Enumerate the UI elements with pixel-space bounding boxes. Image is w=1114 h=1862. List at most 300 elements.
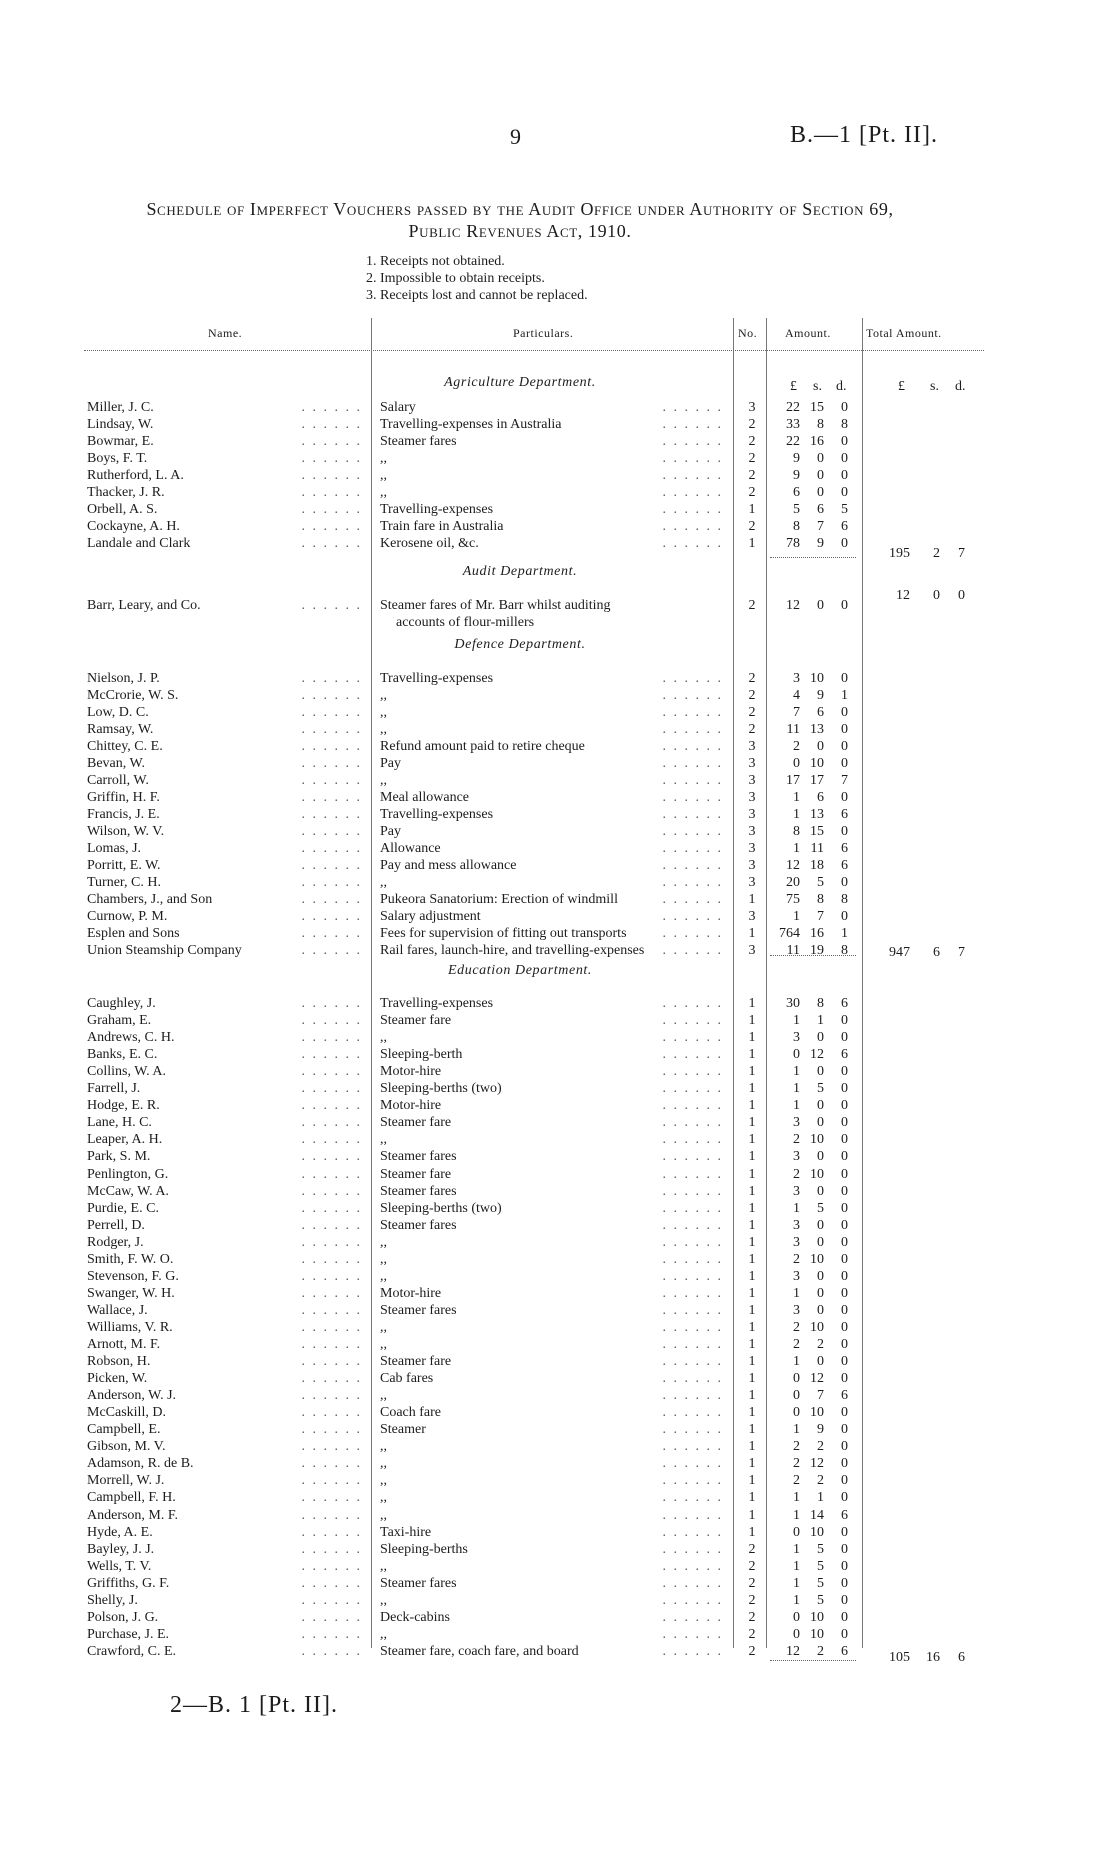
voucher-no: 1: [748, 1047, 756, 1063]
leader-dots: . . . . . .: [301, 1030, 362, 1046]
department-heading: Audit Department.: [462, 564, 578, 579]
leader-dots: . . . . . .: [662, 1200, 723, 1216]
payee-name: Nielson, J. P.: [87, 671, 160, 686]
table-row: [0, 1268, 1000, 1285]
leader-dots: . . . . . .: [662, 1098, 723, 1114]
amount-pounds: 12: [786, 1643, 800, 1659]
table-row: [0, 1285, 1000, 1302]
total-unit-pence: d.: [955, 379, 966, 394]
payee-name: Caughley, J.: [87, 996, 156, 1011]
voucher-no: 1: [748, 536, 756, 551]
leader-dots: . . . . . .: [662, 841, 723, 856]
amount-pounds: 1: [793, 1422, 800, 1438]
payee-name: Barr, Leary, and Co.: [87, 598, 201, 613]
amount-pounds: 0: [793, 1388, 800, 1404]
voucher-no: 1: [748, 1456, 756, 1472]
leader-dots: . . . . . .: [662, 1234, 723, 1250]
table-row: [0, 1046, 1000, 1063]
table-row: [0, 1131, 1000, 1148]
leader-dots: . . . . . .: [301, 1592, 362, 1608]
amount-shillings: 10: [810, 1251, 824, 1267]
payee-name: Shelly, J.: [87, 1592, 138, 1608]
voucher-no: 2: [748, 417, 756, 432]
table-row: [0, 433, 1000, 450]
voucher-no: 1: [748, 1337, 756, 1352]
amount-shillings: 5: [817, 1558, 824, 1574]
particulars: ,,: [380, 1131, 391, 1148]
subtotal-rule: [770, 1660, 856, 1661]
table-row: [0, 1353, 1000, 1370]
table-row: [0, 1166, 1000, 1183]
amount-shillings: 5: [817, 1541, 824, 1557]
amount-shillings: 1: [817, 1490, 824, 1506]
amount-pounds: 1: [793, 1575, 800, 1591]
particulars: Steamer: [380, 1421, 430, 1438]
amount-pence: 0: [841, 1149, 848, 1165]
particulars: ,,: [380, 1455, 391, 1472]
payee-name: McCrorie, W. S.: [87, 688, 179, 703]
particulars: Travelling-expenses: [380, 995, 497, 1012]
particulars-continued: accounts of flour-millers: [396, 614, 538, 631]
amount-pounds: 2: [793, 1439, 800, 1455]
leader-dots: . . . . . .: [662, 807, 723, 822]
amount-shillings: 12: [810, 1456, 824, 1472]
payee-name: Campbell, F. H.: [87, 1490, 176, 1506]
voucher-no: 1: [748, 1473, 756, 1489]
table-row: [0, 857, 1000, 874]
header-rule: [84, 350, 984, 351]
amount-pounds: 3: [793, 1217, 800, 1233]
leader-dots: . . . . . .: [662, 1456, 723, 1472]
particulars: ,,: [380, 1268, 391, 1285]
amount-pounds: 2: [793, 1319, 800, 1335]
voucher-no: 2: [748, 1558, 756, 1574]
amount-pence: 0: [841, 1268, 848, 1284]
payee-name: Anderson, M. F.: [87, 1507, 179, 1523]
leader-dots: . . . . . .: [662, 417, 723, 432]
leader-dots: . . . . . .: [301, 1081, 362, 1097]
leader-dots: . . . . . .: [301, 1098, 362, 1114]
table-row: [0, 806, 1000, 823]
leader-dots: . . . . . .: [301, 1643, 362, 1659]
table-row: [0, 891, 1000, 908]
total-pounds: 947: [889, 945, 910, 960]
amount-shillings: 0: [817, 1030, 824, 1046]
particulars: Travelling-expenses: [380, 806, 497, 823]
amount-shillings: 2: [817, 1473, 824, 1489]
amount-pence: 0: [841, 1251, 848, 1267]
amount-pounds: 12: [786, 598, 800, 613]
amount-pounds: 8: [793, 824, 800, 839]
amount-pounds: 1: [793, 807, 800, 822]
leader-dots: . . . . . .: [301, 688, 362, 703]
leader-dots: . . . . . .: [662, 1558, 723, 1574]
voucher-no: 1: [748, 1371, 756, 1387]
table-row: [0, 1575, 1000, 1592]
leader-dots: . . . . . .: [662, 1592, 723, 1608]
amount-pence: 0: [841, 1285, 848, 1301]
leader-dots: . . . . . .: [662, 1319, 723, 1335]
particulars: ,,: [380, 1626, 391, 1643]
amount-pence: 0: [841, 875, 848, 890]
leader-dots: . . . . . .: [301, 536, 362, 551]
leader-dots: . . . . . .: [662, 1354, 723, 1370]
amount-pence: 0: [841, 1405, 848, 1421]
particulars: Refund amount paid to retire cheque: [380, 738, 589, 755]
amount-pence: 0: [841, 536, 848, 551]
voucher-no: 2: [748, 1575, 756, 1591]
total-unit-shilling: s.: [930, 379, 939, 394]
amount-shillings: 2: [817, 1337, 824, 1352]
table-row: [0, 1183, 1000, 1200]
voucher-no: 1: [748, 1524, 756, 1540]
amount-pence: 1: [841, 926, 848, 941]
voucher-no: 1: [748, 1285, 756, 1301]
leader-dots: . . . . . .: [662, 909, 723, 924]
leader-dots: . . . . . .: [301, 1217, 362, 1233]
amount-pounds: 11: [786, 943, 800, 958]
amount-pence: 0: [841, 598, 848, 613]
leader-dots: . . . . . .: [301, 790, 362, 805]
amount-pence: 8: [841, 943, 848, 958]
voucher-no: 1: [748, 1319, 756, 1335]
receipt-legend: [366, 253, 588, 304]
department-heading: Defence Department.: [454, 637, 586, 652]
leader-dots: . . . . . .: [301, 434, 362, 449]
total-pounds: 195: [889, 546, 910, 561]
particulars: Sleeping-berths (two): [380, 1200, 506, 1217]
table-row: [0, 1148, 1000, 1165]
amount-pence: 0: [841, 1626, 848, 1642]
amount-pence: 0: [841, 1030, 848, 1046]
voucher-no: 2: [748, 705, 756, 720]
amount-shillings: 0: [817, 1064, 824, 1080]
table-row: [0, 1489, 1000, 1506]
leader-dots: . . . . . .: [662, 485, 723, 500]
table-row: [0, 721, 1000, 738]
particulars: Motor-hire: [380, 1285, 445, 1302]
amount-shillings: 10: [810, 1132, 824, 1148]
amount-shillings: 0: [817, 1285, 824, 1301]
amount-pence: 0: [841, 434, 848, 449]
leader-dots: . . . . . .: [301, 1166, 362, 1182]
leader-dots: . . . . . .: [301, 996, 362, 1011]
legend-item: 2. Impossible to obtain receipts.: [366, 271, 545, 286]
page-number: 9: [510, 124, 521, 149]
leader-dots: . . . . . .: [301, 807, 362, 822]
amount-pence: 0: [841, 1439, 848, 1455]
voucher-no: 1: [748, 1405, 756, 1421]
voucher-no: 1: [748, 1422, 756, 1438]
amount-pounds: 2: [793, 1473, 800, 1489]
total-pence: 0: [958, 588, 965, 603]
amount-pence: 0: [841, 1371, 848, 1387]
amount-pounds: 0: [793, 1047, 800, 1063]
table-row: [0, 1404, 1000, 1421]
table-row: [0, 1080, 1000, 1097]
amount-pence: 6: [841, 858, 848, 873]
leader-dots: . . . . . .: [301, 1047, 362, 1063]
table-row: [0, 925, 1000, 942]
leader-dots: . . . . . .: [301, 1626, 362, 1642]
amount-shillings: 0: [817, 468, 824, 483]
leader-dots: . . . . . .: [662, 1337, 723, 1352]
table-row: [0, 1455, 1000, 1472]
leader-dots: . . . . . .: [662, 858, 723, 873]
payee-name: Penlington, G.: [87, 1166, 169, 1182]
payee-name: Lane, H. C.: [87, 1115, 152, 1131]
amount-pounds: 1: [793, 1558, 800, 1574]
amount-shillings: 0: [817, 451, 824, 466]
leader-dots: . . . . . .: [662, 536, 723, 551]
voucher-no: 1: [748, 996, 756, 1011]
amount-pence: 6: [841, 807, 848, 822]
department-heading: Agriculture Department.: [444, 375, 596, 390]
particulars: Salary adjustment: [380, 908, 485, 925]
amount-shillings: 9: [817, 1422, 824, 1438]
legend-item: 1. Receipts not obtained.: [366, 254, 505, 269]
leader-dots: . . . . . .: [301, 1439, 362, 1455]
leader-dots: . . . . . .: [301, 1405, 362, 1421]
amount-shillings: 7: [817, 909, 824, 924]
payee-name: Perrell, D.: [87, 1217, 145, 1233]
column-header-name: Name.: [208, 326, 243, 340]
amount-pence: 0: [841, 451, 848, 466]
leader-dots: . . . . . .: [662, 1524, 723, 1540]
column-header-particulars: Particulars.: [513, 326, 574, 340]
amount-shillings: 10: [810, 756, 824, 771]
amount-shillings: 0: [817, 1268, 824, 1284]
voucher-no: 2: [748, 1541, 756, 1557]
leader-dots: . . . . . .: [662, 1166, 723, 1182]
amount-pounds: 3: [793, 1149, 800, 1165]
voucher-no: 3: [748, 773, 756, 788]
amount-pence: 8: [841, 417, 848, 432]
payee-name: Polson, J. G.: [87, 1609, 159, 1625]
table-row: [0, 1541, 1000, 1558]
leader-dots: . . . . . .: [301, 468, 362, 483]
total-pence: 7: [958, 546, 965, 561]
amount-pounds: 6: [793, 485, 800, 500]
payee-name: Francis, J. E.: [87, 807, 160, 822]
table-row: [0, 501, 1000, 518]
table-row: [0, 670, 1000, 687]
leader-dots: . . . . . .: [662, 996, 723, 1011]
amount-pounds: 22: [786, 400, 800, 415]
total-unit-pound: £: [898, 379, 905, 394]
particulars: Pay and mess allowance: [380, 857, 520, 874]
table-row: [0, 1626, 1000, 1643]
amount-pounds: 2: [793, 1456, 800, 1472]
table-row: [0, 942, 1000, 959]
leader-dots: . . . . . .: [662, 468, 723, 483]
amount-pence: 0: [841, 1302, 848, 1318]
leader-dots: . . . . . .: [301, 400, 362, 415]
amount-shillings: 6: [817, 502, 824, 517]
amount-pounds: 1: [793, 1354, 800, 1370]
leader-dots: . . . . . .: [662, 705, 723, 720]
payee-name: Wilson, W. V.: [87, 824, 165, 839]
leader-dots: . . . . . .: [662, 1013, 723, 1029]
voucher-no: 3: [748, 756, 756, 771]
leader-dots: . . . . . .: [662, 1047, 723, 1063]
amount-pounds: 9: [793, 451, 800, 466]
amount-pounds: 1: [793, 1064, 800, 1080]
amount-shillings: 11: [810, 841, 824, 856]
leader-dots: . . . . . .: [662, 1115, 723, 1131]
voucher-no: 2: [748, 1592, 756, 1608]
table-row: [0, 789, 1000, 806]
table-row: [0, 1558, 1000, 1575]
voucher-no: 2: [748, 451, 756, 466]
leader-dots: . . . . . .: [301, 1302, 362, 1318]
voucher-no: 1: [748, 1013, 756, 1029]
voucher-no: 2: [748, 1609, 756, 1625]
amount-pence: 0: [841, 722, 848, 737]
amount-pounds: 30: [786, 996, 800, 1011]
voucher-no: 1: [748, 1388, 756, 1404]
leader-dots: . . . . . .: [301, 1490, 362, 1506]
table-row: [0, 1029, 1000, 1046]
amount-shillings: 2: [817, 1439, 824, 1455]
payee-name: Stevenson, F. G.: [87, 1268, 179, 1284]
leader-dots: . . . . . .: [301, 1422, 362, 1438]
leader-dots: . . . . . .: [301, 1558, 362, 1574]
particulars: ,,: [380, 1251, 391, 1268]
amount-shillings: 1: [817, 1013, 824, 1029]
leader-dots: . . . . . .: [301, 485, 362, 500]
payee-name: Banks, E. C.: [87, 1047, 158, 1063]
leader-dots: . . . . . .: [301, 739, 362, 754]
amount-pounds: 2: [793, 1132, 800, 1148]
leader-dots: . . . . . .: [662, 400, 723, 415]
leader-dots: . . . . . .: [301, 1013, 362, 1029]
amount-pence: 0: [841, 1456, 848, 1472]
particulars: Taxi-hire: [380, 1524, 435, 1541]
leader-dots: . . . . . .: [301, 1132, 362, 1148]
payee-name: Bowmar, E.: [87, 434, 154, 449]
table-row: [0, 597, 1000, 614]
leader-dots: . . . . . .: [301, 598, 362, 613]
leader-dots: . . . . . .: [662, 1183, 723, 1199]
voucher-no: 2: [748, 468, 756, 483]
table-row: [0, 687, 1000, 704]
payee-name: Thacker, J. R.: [87, 485, 165, 500]
amount-pence: 0: [841, 1558, 848, 1574]
leader-dots: . . . . . .: [662, 451, 723, 466]
amount-pence: 0: [841, 485, 848, 500]
leader-dots: . . . . . .: [662, 756, 723, 771]
leader-dots: . . . . . .: [662, 1371, 723, 1387]
table-row: [0, 1302, 1000, 1319]
payee-name: Miller, J. C.: [87, 400, 154, 415]
payee-name: Chittey, C. E.: [87, 739, 163, 754]
amount-pounds: 3: [793, 1268, 800, 1284]
amount-pounds: 2: [793, 1166, 800, 1182]
particulars: Motor-hire: [380, 1063, 445, 1080]
payee-name: McCaskill, D.: [87, 1405, 166, 1421]
payee-name: Crawford, C. E.: [87, 1643, 177, 1659]
amount-pounds: 2: [793, 739, 800, 754]
leader-dots: . . . . . .: [662, 773, 723, 788]
particulars: Coach fare: [380, 1404, 445, 1421]
voucher-no: 1: [748, 1268, 756, 1284]
voucher-no: 1: [748, 1439, 756, 1455]
leader-dots: . . . . . .: [662, 1149, 723, 1165]
payee-name: Williams, V. R.: [87, 1319, 173, 1335]
table-row: [0, 738, 1000, 755]
leader-dots: . . . . . .: [301, 705, 362, 720]
amount-pence: 6: [841, 1507, 848, 1523]
amount-pence: 0: [841, 909, 848, 924]
voucher-no: 1: [748, 926, 756, 941]
amount-shillings: 6: [817, 790, 824, 805]
particulars: Sleeping-berths: [380, 1541, 472, 1558]
leader-dots: . . . . . .: [662, 943, 723, 958]
amount-pence: 0: [841, 1132, 848, 1148]
particulars: Salary: [380, 399, 420, 416]
voucher-no: 1: [748, 1030, 756, 1046]
amount-pence: 0: [841, 1064, 848, 1080]
leader-dots: . . . . . .: [301, 1609, 362, 1625]
particulars: ,,: [380, 1472, 391, 1489]
particulars: Travelling-expenses: [380, 670, 497, 687]
leader-dots: . . . . . .: [662, 926, 723, 941]
leader-dots: . . . . . .: [301, 943, 362, 958]
amount-pence: 0: [841, 1234, 848, 1250]
amount-pence: 0: [841, 1098, 848, 1114]
amount-pounds: 1: [793, 1541, 800, 1557]
particulars: Pay: [380, 823, 405, 840]
leader-dots: . . . . . .: [662, 502, 723, 517]
leader-dots: . . . . . .: [301, 1183, 362, 1199]
amount-pounds: 3: [793, 1234, 800, 1250]
payee-name: Ramsay, W.: [87, 722, 154, 737]
payee-name: Swanger, W. H.: [87, 1285, 175, 1301]
amount-pence: 6: [841, 519, 848, 534]
leader-dots: . . . . . .: [301, 892, 362, 907]
total-shillings: 6: [933, 945, 940, 960]
particulars: ,,: [380, 467, 391, 484]
leader-dots: . . . . . .: [301, 519, 362, 534]
voucher-no: 2: [748, 671, 756, 686]
leader-dots: . . . . . .: [301, 841, 362, 856]
table-row: [0, 840, 1000, 857]
amount-pence: 1: [841, 688, 848, 703]
amount-shillings: 9: [817, 536, 824, 551]
amount-pence: 0: [841, 1524, 848, 1540]
voucher-no: 3: [748, 943, 756, 958]
schedule-title: [70, 198, 970, 242]
amount-shillings: 13: [810, 722, 824, 737]
amount-pounds: 5: [793, 502, 800, 517]
payee-name: McCaw, W. A.: [87, 1183, 169, 1199]
table-row: [0, 467, 1000, 484]
amount-pounds: 1: [793, 1507, 800, 1523]
payee-name: Robson, H.: [87, 1354, 151, 1370]
particulars: Motor-hire: [380, 1097, 445, 1114]
amount-pounds: 1: [793, 841, 800, 856]
leader-dots: . . . . . .: [301, 451, 362, 466]
amount-pence: 0: [841, 1183, 848, 1199]
particulars: Steamer fare, coach fare, and board: [380, 1643, 583, 1660]
amount-shillings: 17: [810, 773, 824, 788]
table-row: [0, 1319, 1000, 1336]
amount-pounds: 1: [793, 1490, 800, 1506]
total-shillings: 0: [933, 588, 940, 603]
amount-pence: 6: [841, 1047, 848, 1063]
amount-shillings: 0: [817, 739, 824, 754]
